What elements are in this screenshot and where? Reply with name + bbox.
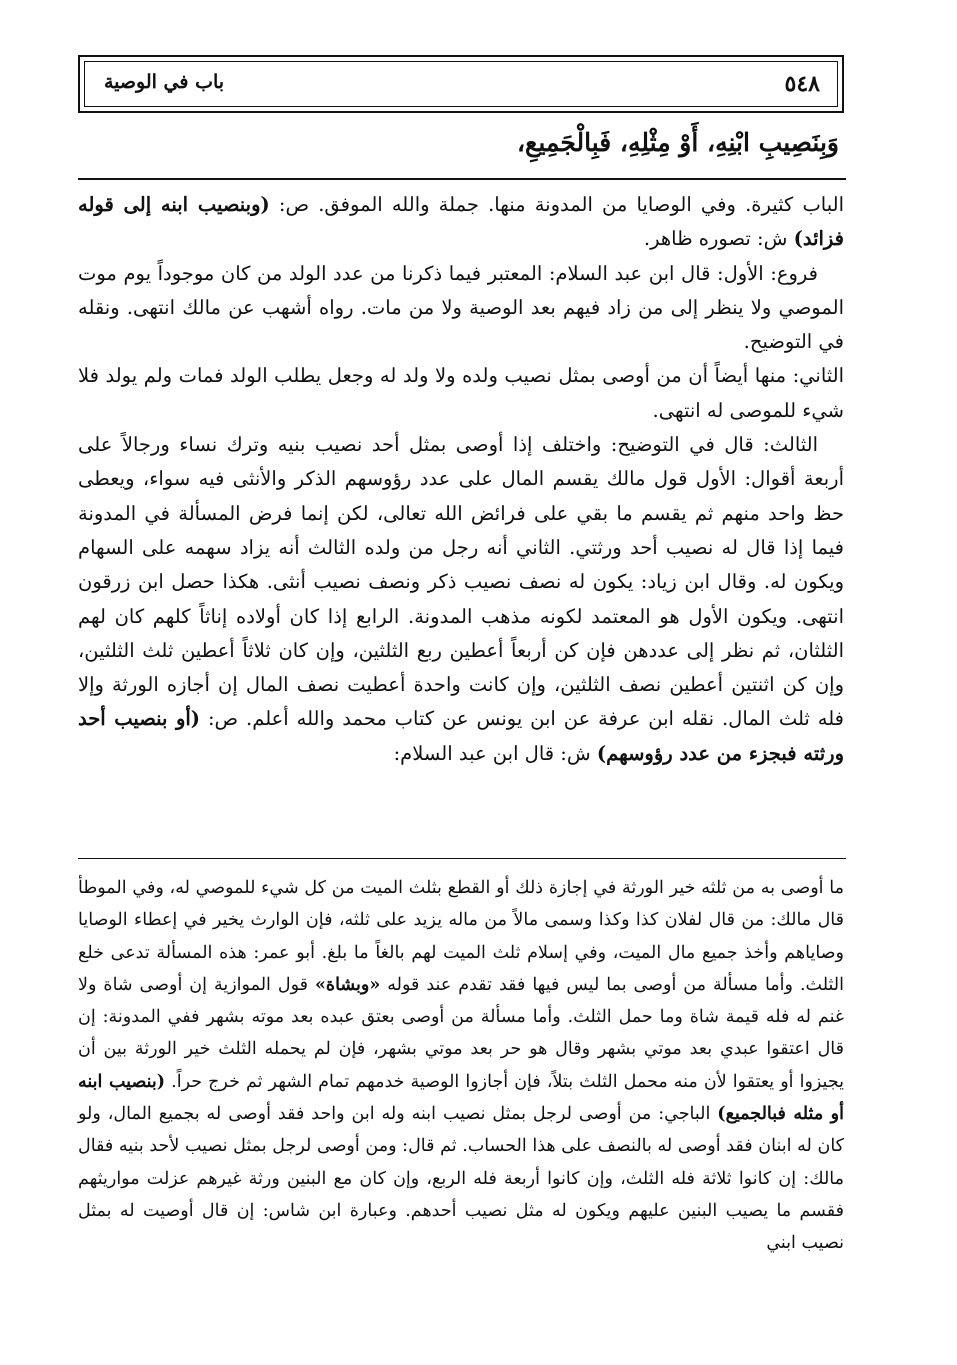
paragraph-1-text-a: الباب كثيرة. وفي الوصايا من المدونة منها. جملة والله الموفق. ص: [269, 193, 844, 216]
top-divider [78, 178, 846, 180]
footnotes [78, 872, 844, 1260]
running-title: باب في الوصية [104, 71, 225, 93]
paragraph-4-text-a: الثالث: قال في التوضيح: واختلف إذا أوصى بمثل أحد نصيب بنيه وترك نساء ورجالاً على أربعة أقوال: الأول قول مالك يقسم المال على عدد رؤوسهم الذكر والأنثى فيه سواء، ويعطى حظ واحد منهم ثم يقسم ما بقي على فرائض الله تعالى، لكن إنما فرض المسألة في المدونة فيما إذا قال له نصيب أحد ورثتي. الثاني أنه رجل من ولده الثالث أنه يزاد سهمه على السهام ويكون له. وقال ابن زياد: يكون له نصف نصيب ذكر ونصف نصيب أنثى. هكذا حصل ابن زرقون انتهى. ويكون الأول هو المعتمد لكونه مذهب المدونة. الرابع إذا كان أولاده إناثاً كلهم كان لهم الثلثان، ثم نظر إلى عددهن فإن كن أربعاً أعطين ربع الثلثين، وإن كان ثلاثاً أعطين ثلث الثلثين، وإن كن اثنتين أعطين نصف الثلثين، وإن كانت واحدة أعطيت نصف المال إن أجازه الورثة وإلا فله ثلث المال. نقله ابن عرفة عن ابن يونس عن كتاب محمد والله أعلم. ص: [78, 433, 845, 731]
page-header-box [78, 55, 844, 113]
paragraph-4 [78, 428, 844, 771]
footnote-text-c: قول الموازية إن أوصى شاة ولا غنم له فله قيمة شاة وما حمل الثلث. وأما مسألة من أوصى بعتق عبده بعد موته بشهر ففي المدونة: إن قال اعتقوا عبدي بعد موتي بشهر وقال هو حر بعد موتي بشهر، فإن لم يحمله الثلث خير الورثة بين أن يجيزوا أو يعتقوا لأن منه محمل الثلث بتلاً، فإن أجازوا الوصية خدمهم تمام الشهر ثم خرج حراً. [78, 974, 845, 1092]
footnote-text [78, 872, 844, 1260]
paragraph-3: الثاني: منها أيضاً أن من أوصى بمثل نصيب ولده ولا ولد له وجعل يطلب الولد فمات ولم يولد فلا شيء للموصى له انتهى. [78, 364, 844, 422]
main-commentary [78, 188, 844, 771]
footnote-quote-1: «وبشاة» [314, 974, 381, 995]
footnote-divider [78, 858, 846, 859]
matn-verse-line: وَبِنَصِيبِ ابْنِهِ، أَوْ مِثْلِهِ، فَبِالْجَمِيعِ، [516, 128, 839, 157]
paragraph-4-text-c: ش: قال ابن عبد السلام: [393, 741, 597, 765]
footnote-text-e: الباجي: من أوصى لرجل بمثل نصيب ابنه وله ابن واحد فقد أوصى له بجميع المال، ولو كان له ابنان فقد أوصى له بالنصف على هذا الحساب. ثم قال: ومن أوصى لرجل بمثل نصيب لأحد بنيه فقال مالك: إن كانوا ثلاثة فله الثلث، وإن كانوا أربعة فله الربع، وإن كان مع البنين ورثة غيرهم عزلت مواريثهم فقسم ما يصيب البنين عليهم ويكون له مثل نصيب أحدهم. وعبارة ابن شاس: إن قال أوصيت له بمثل نصيب ابني [78, 1104, 844, 1254]
paragraph-1-text-c: ش: تصوره ظاهر. [643, 227, 794, 251]
footnote-quote-2: (بنصيب ابنه أو مثله فبالجميع) [78, 1071, 844, 1125]
footnote-text-a: ما أوصى به من ثلثه خير الورثة في إجازة ذلك أو القطع بثلث الميت من كل شيء للموصي له، وفي الموطأ قال مالك: من قال لفلان كذا وكذا وسمى مالاً من ماله يزيد على ثلثه، فإن الوارث يخير في إعطاء الوصايا وصاياهم وأخذ جميع مال الميت، وفي إسلام ثلث الميت لهم بالغاً ما بلغ. أبو عمر: هذه المسألة تدعى خلع الثلث. وأما مسألة من أوصى بما ليس فيها فقد تقدم عند قوله [78, 878, 844, 995]
page-number: ٥٤٨ [784, 71, 820, 97]
paragraph-1 [78, 188, 844, 257]
paragraph-2: فروع: الأول: قال ابن عبد السلام: المعتبر فيما ذكرنا من عدد الولد من كان موجوداً يوم موت الموصي ولا ينظر إلى من زاد فيهم بعد الوصية ولا من مات. رواه أشهب عن مالك انتهى. ونقله في التوضيح. [78, 261, 844, 354]
paragraph-1-quote: (وبنصيب ابنه إلى قوله فزائد) [78, 193, 844, 251]
paragraph-4-quote: (أو بنصيب أحد ورثته فبجزء من عدد رؤوسهم) [78, 707, 844, 765]
